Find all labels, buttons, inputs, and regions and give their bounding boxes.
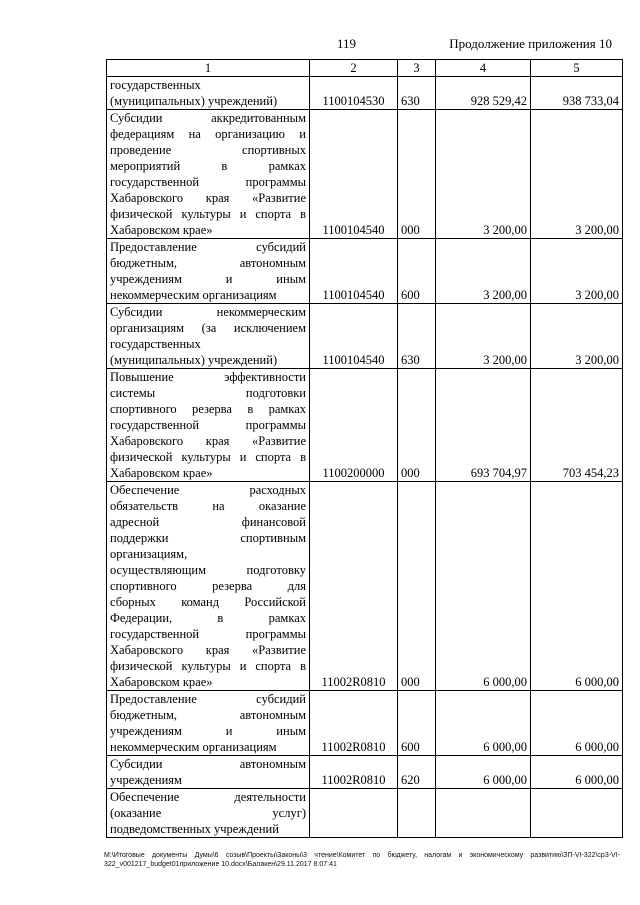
amount-col5: 6 000,00 xyxy=(531,691,623,756)
description-line: бюджетным, автономным xyxy=(110,708,306,722)
description-line: учреждениям и иным xyxy=(110,272,306,286)
description-line: подведомственных учреждений xyxy=(110,822,279,836)
target-article-code: 1100104530 xyxy=(310,77,398,110)
amount-col5: 703 454,23 xyxy=(531,369,623,482)
description-line: государственной программы xyxy=(110,627,306,641)
description-line: системы подготовки xyxy=(110,386,306,400)
row-description xyxy=(107,239,310,304)
row-description xyxy=(107,691,310,756)
target-article-code: 11002R0810 xyxy=(310,756,398,789)
target-article-code xyxy=(310,789,398,838)
description-line: Обеспечение расходных xyxy=(110,483,306,497)
description-line: некоммерческим организациям xyxy=(110,740,277,754)
row-description xyxy=(107,756,310,789)
target-article-code: 1100104540 xyxy=(310,110,398,239)
amount-col4: 6 000,00 xyxy=(436,482,531,691)
amount-col5: 3 200,00 xyxy=(531,110,623,239)
amount-col5 xyxy=(531,789,623,838)
column-header: 1 xyxy=(107,60,310,77)
description-line: Субсидии аккредитованным xyxy=(110,111,306,125)
description-line: Предоставление субсидий xyxy=(110,692,306,706)
description-line: организациям (за исключением xyxy=(110,321,306,335)
amount-col4: 693 704,97 xyxy=(436,369,531,482)
description-line: Субсидии некоммерческим xyxy=(110,305,306,319)
description-line: спортивного резерва для xyxy=(110,579,306,593)
target-article-code: 1100104540 xyxy=(310,304,398,369)
page-header xyxy=(0,36,640,54)
amount-col4 xyxy=(436,789,531,838)
description-line: бюджетным, автономным xyxy=(110,256,306,270)
description-line: Хабаровском крае» xyxy=(110,223,213,237)
description-line: Хабаровского края «Развитие xyxy=(110,191,306,205)
target-article-code: 1100200000 xyxy=(310,369,398,482)
target-article-code: 11002R0810 xyxy=(310,482,398,691)
expense-type-code: 000 xyxy=(398,110,436,239)
row-description xyxy=(107,304,310,369)
description-line: учреждениям и иным xyxy=(110,724,306,738)
description-line: Хабаровском крае» xyxy=(110,466,213,480)
expense-type-code: 600 xyxy=(398,691,436,756)
amount-col4: 3 200,00 xyxy=(436,304,531,369)
amount-col5: 938 733,04 xyxy=(531,77,623,110)
description-line: сборных команд Российской xyxy=(110,595,306,609)
description-line: адресной финансовой xyxy=(110,515,306,529)
amount-col5: 6 000,00 xyxy=(531,756,623,789)
row-description xyxy=(107,789,310,838)
description-line: Хабаровского края «Развитие xyxy=(110,643,306,657)
table-row xyxy=(107,789,623,838)
amount-col5: 6 000,00 xyxy=(531,482,623,691)
description-line: Субсидии автономным xyxy=(110,757,306,771)
table-row xyxy=(107,304,623,369)
column-number-row xyxy=(107,60,623,77)
page-number: 119 xyxy=(337,36,357,51)
table-row xyxy=(107,77,623,110)
description-line: Хабаровском крае» xyxy=(110,675,213,689)
expense-type-code: 620 xyxy=(398,756,436,789)
description-line: федерациям на организацию и xyxy=(110,127,306,141)
description-line: (муниципальных) учреждений) xyxy=(110,94,278,108)
description-line: физической культуры и спорта в xyxy=(110,207,306,221)
description-line: некоммерческим организациям xyxy=(110,288,277,302)
description-line: государственной программы xyxy=(110,175,306,189)
amount-col4: 6 000,00 xyxy=(436,691,531,756)
description-line: Повышение эффективности xyxy=(110,370,306,384)
target-article-code: 1100104540 xyxy=(310,239,398,304)
budget-table xyxy=(106,59,623,838)
amount-col5: 3 200,00 xyxy=(531,304,623,369)
description-line: Хабаровского края «Развитие xyxy=(110,434,306,448)
description-line: Обеспечение деятельности xyxy=(110,790,306,804)
continuation-note: Продолжение приложения 10 xyxy=(449,36,612,51)
description-line: физической культуры и спорта в xyxy=(110,659,306,673)
description-line: осуществляющим подготовку xyxy=(110,563,306,577)
amount-col4: 6 000,00 xyxy=(436,756,531,789)
description-line: мероприятий в рамках xyxy=(110,159,306,173)
expense-type-code: 600 xyxy=(398,239,436,304)
row-description xyxy=(107,77,310,110)
description-line: учреждениям xyxy=(110,773,182,787)
row-description xyxy=(107,369,310,482)
amount-col4: 928 529,42 xyxy=(436,77,531,110)
table-row xyxy=(107,756,623,789)
description-line: государственных xyxy=(110,337,201,351)
table-row xyxy=(107,691,623,756)
row-description xyxy=(107,482,310,691)
table-row xyxy=(107,369,623,482)
amount-col5: 3 200,00 xyxy=(531,239,623,304)
expense-type-code: 630 xyxy=(398,77,436,110)
description-line: физической культуры и спорта в xyxy=(110,450,306,464)
expense-type-code xyxy=(398,789,436,838)
description-line: Федерации, в рамках xyxy=(110,611,306,625)
description-line: поддержки спортивным xyxy=(110,531,306,545)
amount-col4: 3 200,00 xyxy=(436,239,531,304)
description-line: (муниципальных) учреждений) xyxy=(110,353,278,367)
amount-col4: 3 200,00 xyxy=(436,110,531,239)
target-article-code: 11002R0810 xyxy=(310,691,398,756)
description-line: государственной программы xyxy=(110,418,306,432)
column-header: 2 xyxy=(310,60,398,77)
description-line: организациям, xyxy=(110,547,188,561)
table-row xyxy=(107,239,623,304)
file-path-footer: M:\Итоговые документы Думы\6 созыв\Проекты\Законы\3 чтение\Комитет по бюджету, налогам и экономическому развитию\ЗП-VI-322\ср3-VI-322_v001217_budget01приложение 10.docx\Балакен\29.11.2017 8:07:41 xyxy=(104,852,620,868)
description-line: Предоставление субсидий xyxy=(110,240,306,254)
description-line: обязательств на оказание xyxy=(110,499,306,513)
column-header: 3 xyxy=(398,60,436,77)
expense-type-code: 000 xyxy=(398,369,436,482)
row-description xyxy=(107,110,310,239)
table-row xyxy=(107,482,623,691)
description-line: спортивного резерва в рамках xyxy=(110,402,306,416)
table-row xyxy=(107,110,623,239)
description-line: государственных xyxy=(110,78,201,92)
description-line: (оказание услуг) xyxy=(110,806,306,820)
column-header: 4 xyxy=(436,60,531,77)
description-line: проведение спортивных xyxy=(110,143,306,157)
expense-type-code: 630 xyxy=(398,304,436,369)
column-header: 5 xyxy=(531,60,623,77)
expense-type-code: 000 xyxy=(398,482,436,691)
